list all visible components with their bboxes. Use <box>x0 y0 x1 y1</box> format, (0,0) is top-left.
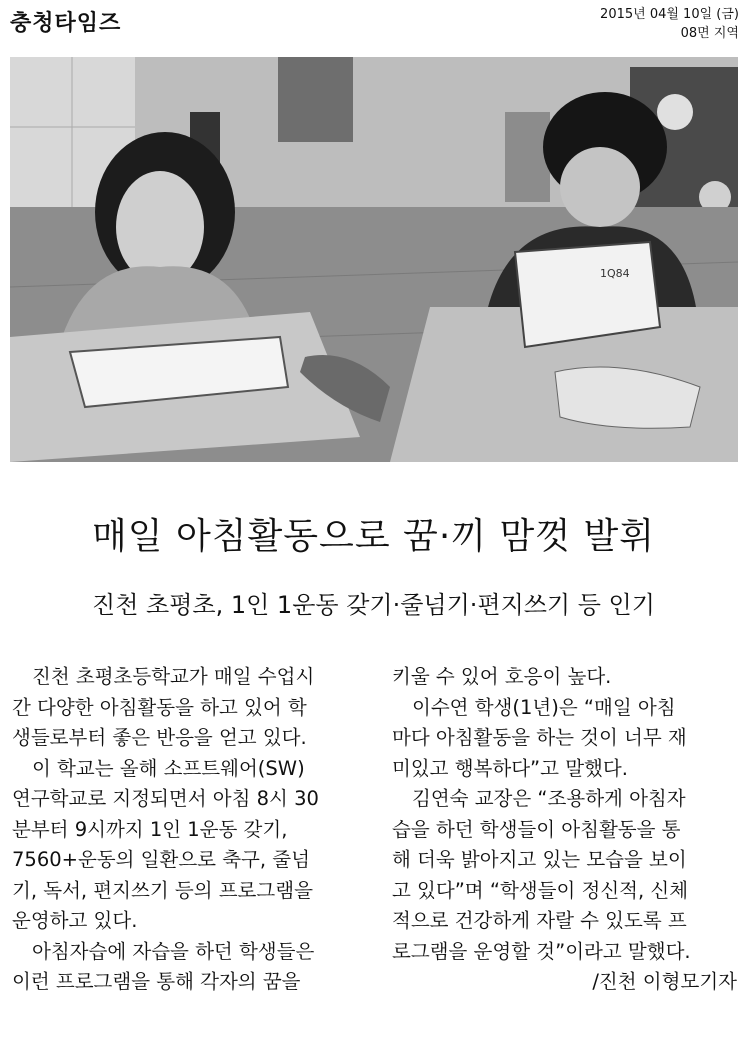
body-line: 습을 하던 학생들이 아침활동을 통 <box>392 817 681 841</box>
body-line: 김연숙 교장은 “조용하게 아침자 <box>412 787 686 810</box>
body-line: 간 다양한 아침활동을 하고 있어 학 <box>12 695 307 719</box>
body-line: 고 있다”며 “학생들이 정신적, 신체 <box>392 878 689 902</box>
body-line: 키울 수 있어 호응이 높다. <box>392 665 612 688</box>
book-title: 1Q84 <box>600 267 630 280</box>
issue-date: 2015년 04월 10일 (금) <box>600 7 739 22</box>
body-line: 이런 프로그램을 통해 각자의 꿈을 <box>12 970 301 993</box>
body-line: 진천 초평초등학교가 매일 수업시 <box>32 665 315 688</box>
body-line: 이수연 학생(1년)은 “매일 아침 <box>412 695 676 719</box>
reporter-byline: /진천 이형모기자 <box>592 970 737 993</box>
article-subhead: 진천 초평초, 1인 1운동 갖기·줄넘기·편지쓰기 등 인기 <box>92 591 655 619</box>
body-line: 이 학교는 올해 소프트웨어(SW) <box>32 756 305 780</box>
dateline <box>600 5 739 43</box>
body-line: 운영하고 있다. <box>12 909 138 932</box>
body-line: 7560+운동의 일환으로 축구, 줄넘 <box>12 848 310 871</box>
page-section: 08면 지역 <box>680 26 739 41</box>
body-line: 아침자습에 자습을 하던 학생들은 <box>32 939 315 963</box>
article-headline: 매일 아침활동으로 꿈·끼 맘껏 발휘 <box>91 516 656 557</box>
article-photo <box>10 57 738 462</box>
classroom-photo-illustration <box>10 57 738 462</box>
body-line: 미있고 행복하다”고 말했다. <box>392 756 628 780</box>
body-line: 적으로 건강하게 자랄 수 있도록 프 <box>392 909 687 932</box>
newspaper-masthead: 충청타임즈 <box>10 11 122 36</box>
article-column-2 <box>392 662 737 998</box>
body-line: 로그램을 운영할 것”이라고 말했다. <box>392 939 691 963</box>
article-column-1 <box>12 662 362 998</box>
body-line: 분부터 9시까지 1인 1운동 갖기, <box>12 817 288 841</box>
body-line: 연구학교로 지정되면서 아침 8시 30 <box>12 787 319 810</box>
body-line: 마다 아침활동을 하는 것이 너무 재 <box>392 726 687 749</box>
body-line: 기, 독서, 편지쓰기 등의 프로그램을 <box>12 878 313 902</box>
body-line: 생들로부터 좋은 반응을 얻고 있다. <box>12 726 307 749</box>
body-line: 해 더욱 밝아지고 있는 모습을 보이 <box>392 848 687 871</box>
